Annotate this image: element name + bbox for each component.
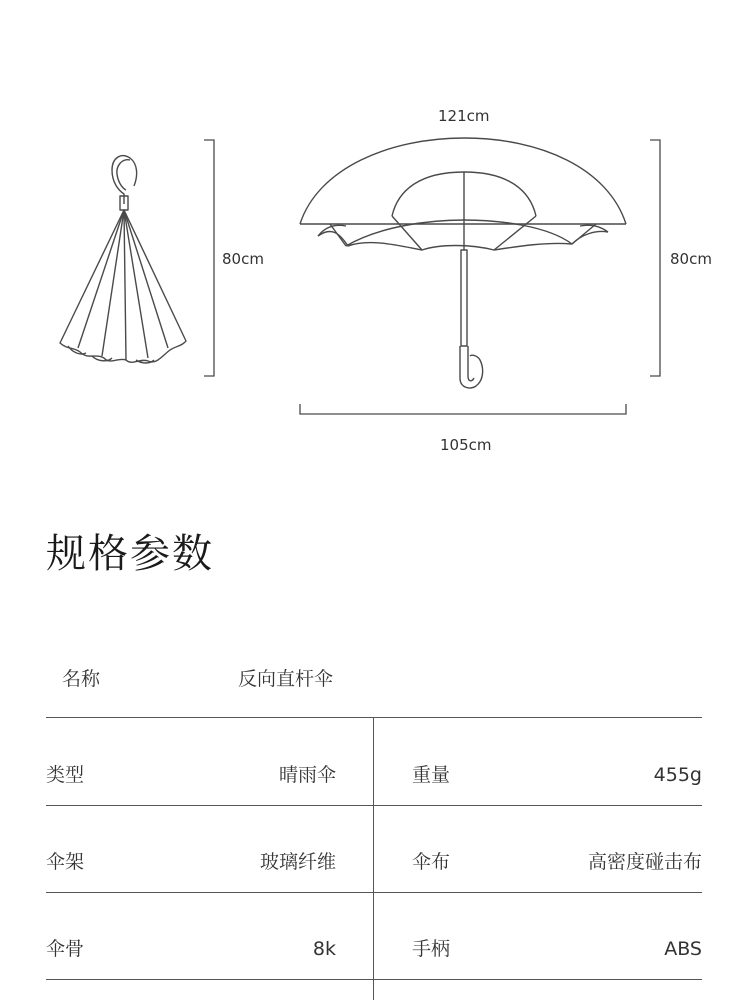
spec-label-weight: 重量 (412, 764, 451, 786)
spec-value-frame: 玻璃纤维 (259, 851, 336, 873)
table-column-divider (373, 717, 374, 1000)
product-name-value: 反向直杆伞 (238, 668, 334, 690)
open-width-top-label: 121cm (438, 107, 490, 125)
spec-label-frame: 伞架 (46, 851, 85, 873)
open-width-bottom-label: 105cm (440, 436, 492, 454)
spec-value-handle: ABS (664, 938, 702, 960)
table-divider (46, 805, 702, 806)
closed-height-label: 80cm (222, 250, 264, 268)
umbrella-dimension-diagram (0, 0, 750, 480)
product-name-label: 名称 (62, 668, 101, 690)
spec-value-type: 晴雨伞 (278, 764, 336, 786)
table-divider (46, 979, 702, 980)
spec-label-fabric: 伞布 (412, 851, 451, 873)
spec-label-type: 类型 (46, 764, 85, 786)
spec-label-ribs: 伞骨 (46, 938, 85, 960)
open-umbrella-illustration (300, 138, 626, 388)
table-divider (46, 717, 702, 718)
closed-umbrella-illustration (60, 156, 186, 363)
table-divider (46, 892, 702, 893)
open-width-bottom-bracket (300, 404, 626, 414)
spec-label-handle: 手柄 (412, 938, 451, 960)
spec-table (46, 717, 702, 1000)
spec-value-weight: 455g (653, 764, 702, 786)
section-title: 规格参数 (46, 531, 214, 577)
closed-height-bracket (204, 140, 214, 376)
product-name-row (46, 664, 702, 700)
open-height-bracket (650, 140, 660, 376)
open-height-label: 80cm (670, 250, 712, 268)
spec-value-ribs: 8k (312, 938, 336, 960)
spec-value-fabric: 高密度碰击布 (587, 851, 702, 873)
